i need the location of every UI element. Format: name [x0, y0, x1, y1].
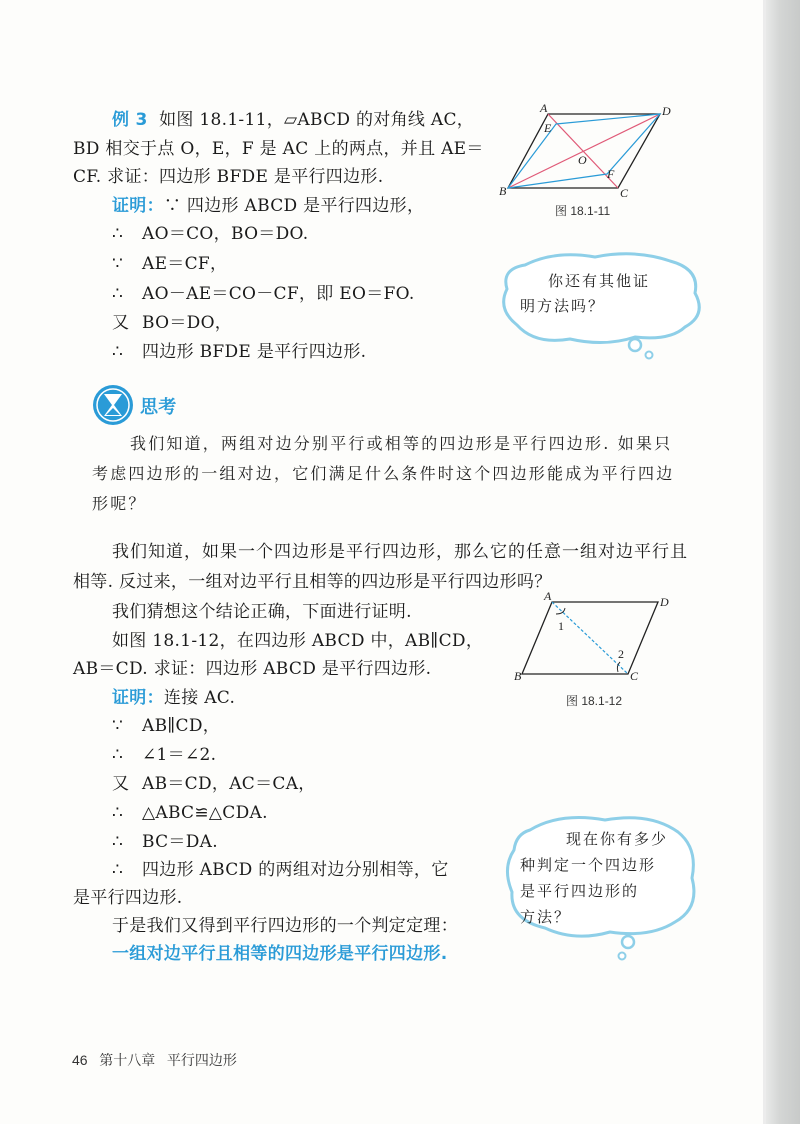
example3-line3: CF. 求证：四边形 BFDE 是平行四边形. — [73, 167, 384, 187]
angle-1: 1 — [558, 619, 564, 633]
chapter-label: 第十八章 — [99, 1052, 156, 1068]
proof2-step: ∴ 四边形 ABCD 的两组对边分别相等，它 — [112, 860, 449, 880]
para-line4: 如图 18.1-12，在四边形 ABCD 中，AB∥CD， — [112, 631, 484, 651]
proof1-step: ∴ AO＝CO，BO＝DO. — [112, 224, 309, 244]
proof2-step: ∴ BC＝DA. — [112, 832, 218, 852]
proof2-step: 又 AB＝CD，AC＝CA， — [112, 774, 316, 794]
proof2-first-line — [112, 686, 235, 710]
proof2-step: ∴ △ABC≌△CDA. — [112, 803, 268, 823]
example3-line2: BD 相交于点 O，E，F 是 AC 上的两点，并且 AE＝ — [73, 139, 484, 159]
figure1-caption: 图 18.1-11 — [555, 204, 611, 218]
para-line5: AB＝CD. 求证：四边形 ABCD 是平行四边形. — [73, 659, 432, 679]
example-label: 例 3 — [112, 110, 148, 130]
label-d: D — [660, 595, 669, 609]
label-b: B — [514, 669, 522, 683]
proof1-first-line — [112, 194, 424, 218]
example3-text1: 如图 18.1-11，▱ABCD 的对角线 AC， — [159, 110, 475, 130]
bubble2-line2: 种判定一个四边形 — [520, 856, 657, 874]
figure-18-1-12 — [510, 588, 670, 688]
bubble2-line3: 是平行四边形的 — [520, 882, 640, 900]
page-number: 46 — [72, 1052, 88, 1068]
label-f: F — [607, 167, 615, 181]
conclusion-line: 于是我们又得到平行四边形的一个判定定理： — [112, 916, 458, 936]
label-d: D — [662, 104, 671, 118]
bubble2-line4: 方法？ — [520, 908, 572, 926]
label-o: O — [578, 153, 587, 167]
para-line3: 我们猜想这个结论正确，下面进行证明. — [112, 602, 412, 622]
bubble2-line1: 现在你有多少 — [566, 830, 669, 848]
page-edge — [766, 0, 800, 1124]
label-a: A — [544, 589, 552, 603]
label-a: A — [540, 101, 548, 115]
theorem-statement: 一组对边平行且相等的四边形是平行四边形. — [112, 944, 448, 964]
bubble1-line2: 明方法吗？ — [520, 297, 606, 315]
think-line1: 我们知道，两组对边分别平行或相等的四边形是平行四边形. 如果只 — [130, 434, 673, 453]
label-c: C — [620, 186, 629, 200]
figure2-caption: 图 18.1-12 — [566, 694, 623, 708]
proof2-continuation: 是平行四边形. — [73, 888, 183, 908]
think-icon — [92, 384, 134, 426]
para-line2: 相等. 反过来，一组对边平行且相等的四边形是平行四边形吗？ — [73, 572, 552, 592]
proof2-label: 证明： — [112, 688, 164, 708]
think-line3: 形呢？ — [92, 494, 147, 513]
proof1-step: ∵ AE＝CF， — [112, 254, 228, 274]
proof1-text: ∵ 四边形 ABCD 是平行四边形， — [163, 196, 425, 216]
proof2-step: ∴ ∠1＝∠2. — [112, 745, 217, 765]
page-footer — [72, 1050, 237, 1070]
proof1-step: ∴ AO－AE＝CO－CF，即 EO＝FO. — [112, 284, 415, 304]
label-b: B — [499, 184, 507, 198]
proof1-step: ∴ 四边形 BFDE 是平行四边形. — [112, 342, 367, 362]
example3-line1 — [112, 108, 474, 132]
figure-18-1-11 — [490, 100, 680, 200]
para-line1: 我们知道，如果一个四边形是平行四边形，那么它的任意一组对边平行且 — [112, 542, 688, 562]
label-e: E — [544, 121, 552, 135]
bubble1-line1: 你还有其他证 — [548, 272, 651, 290]
proof2-step: ∵ AB∥CD， — [112, 716, 221, 736]
proof1-step: 又 BO＝DO， — [112, 313, 233, 333]
chapter-title: 平行四边形 — [166, 1052, 237, 1068]
think-title: 思考 — [140, 397, 177, 418]
proof2-text: 连接 AC. — [163, 688, 236, 708]
think-line2: 考虑四边形的一组对边，它们满足什么条件时这个四边形能成为平行四边 — [92, 464, 675, 483]
label-c: C — [630, 669, 639, 683]
segment-ac — [552, 602, 628, 674]
proof-label: 证明： — [112, 196, 164, 216]
page-edge-line — [763, 0, 766, 1124]
angle-2: 2 — [618, 647, 624, 661]
